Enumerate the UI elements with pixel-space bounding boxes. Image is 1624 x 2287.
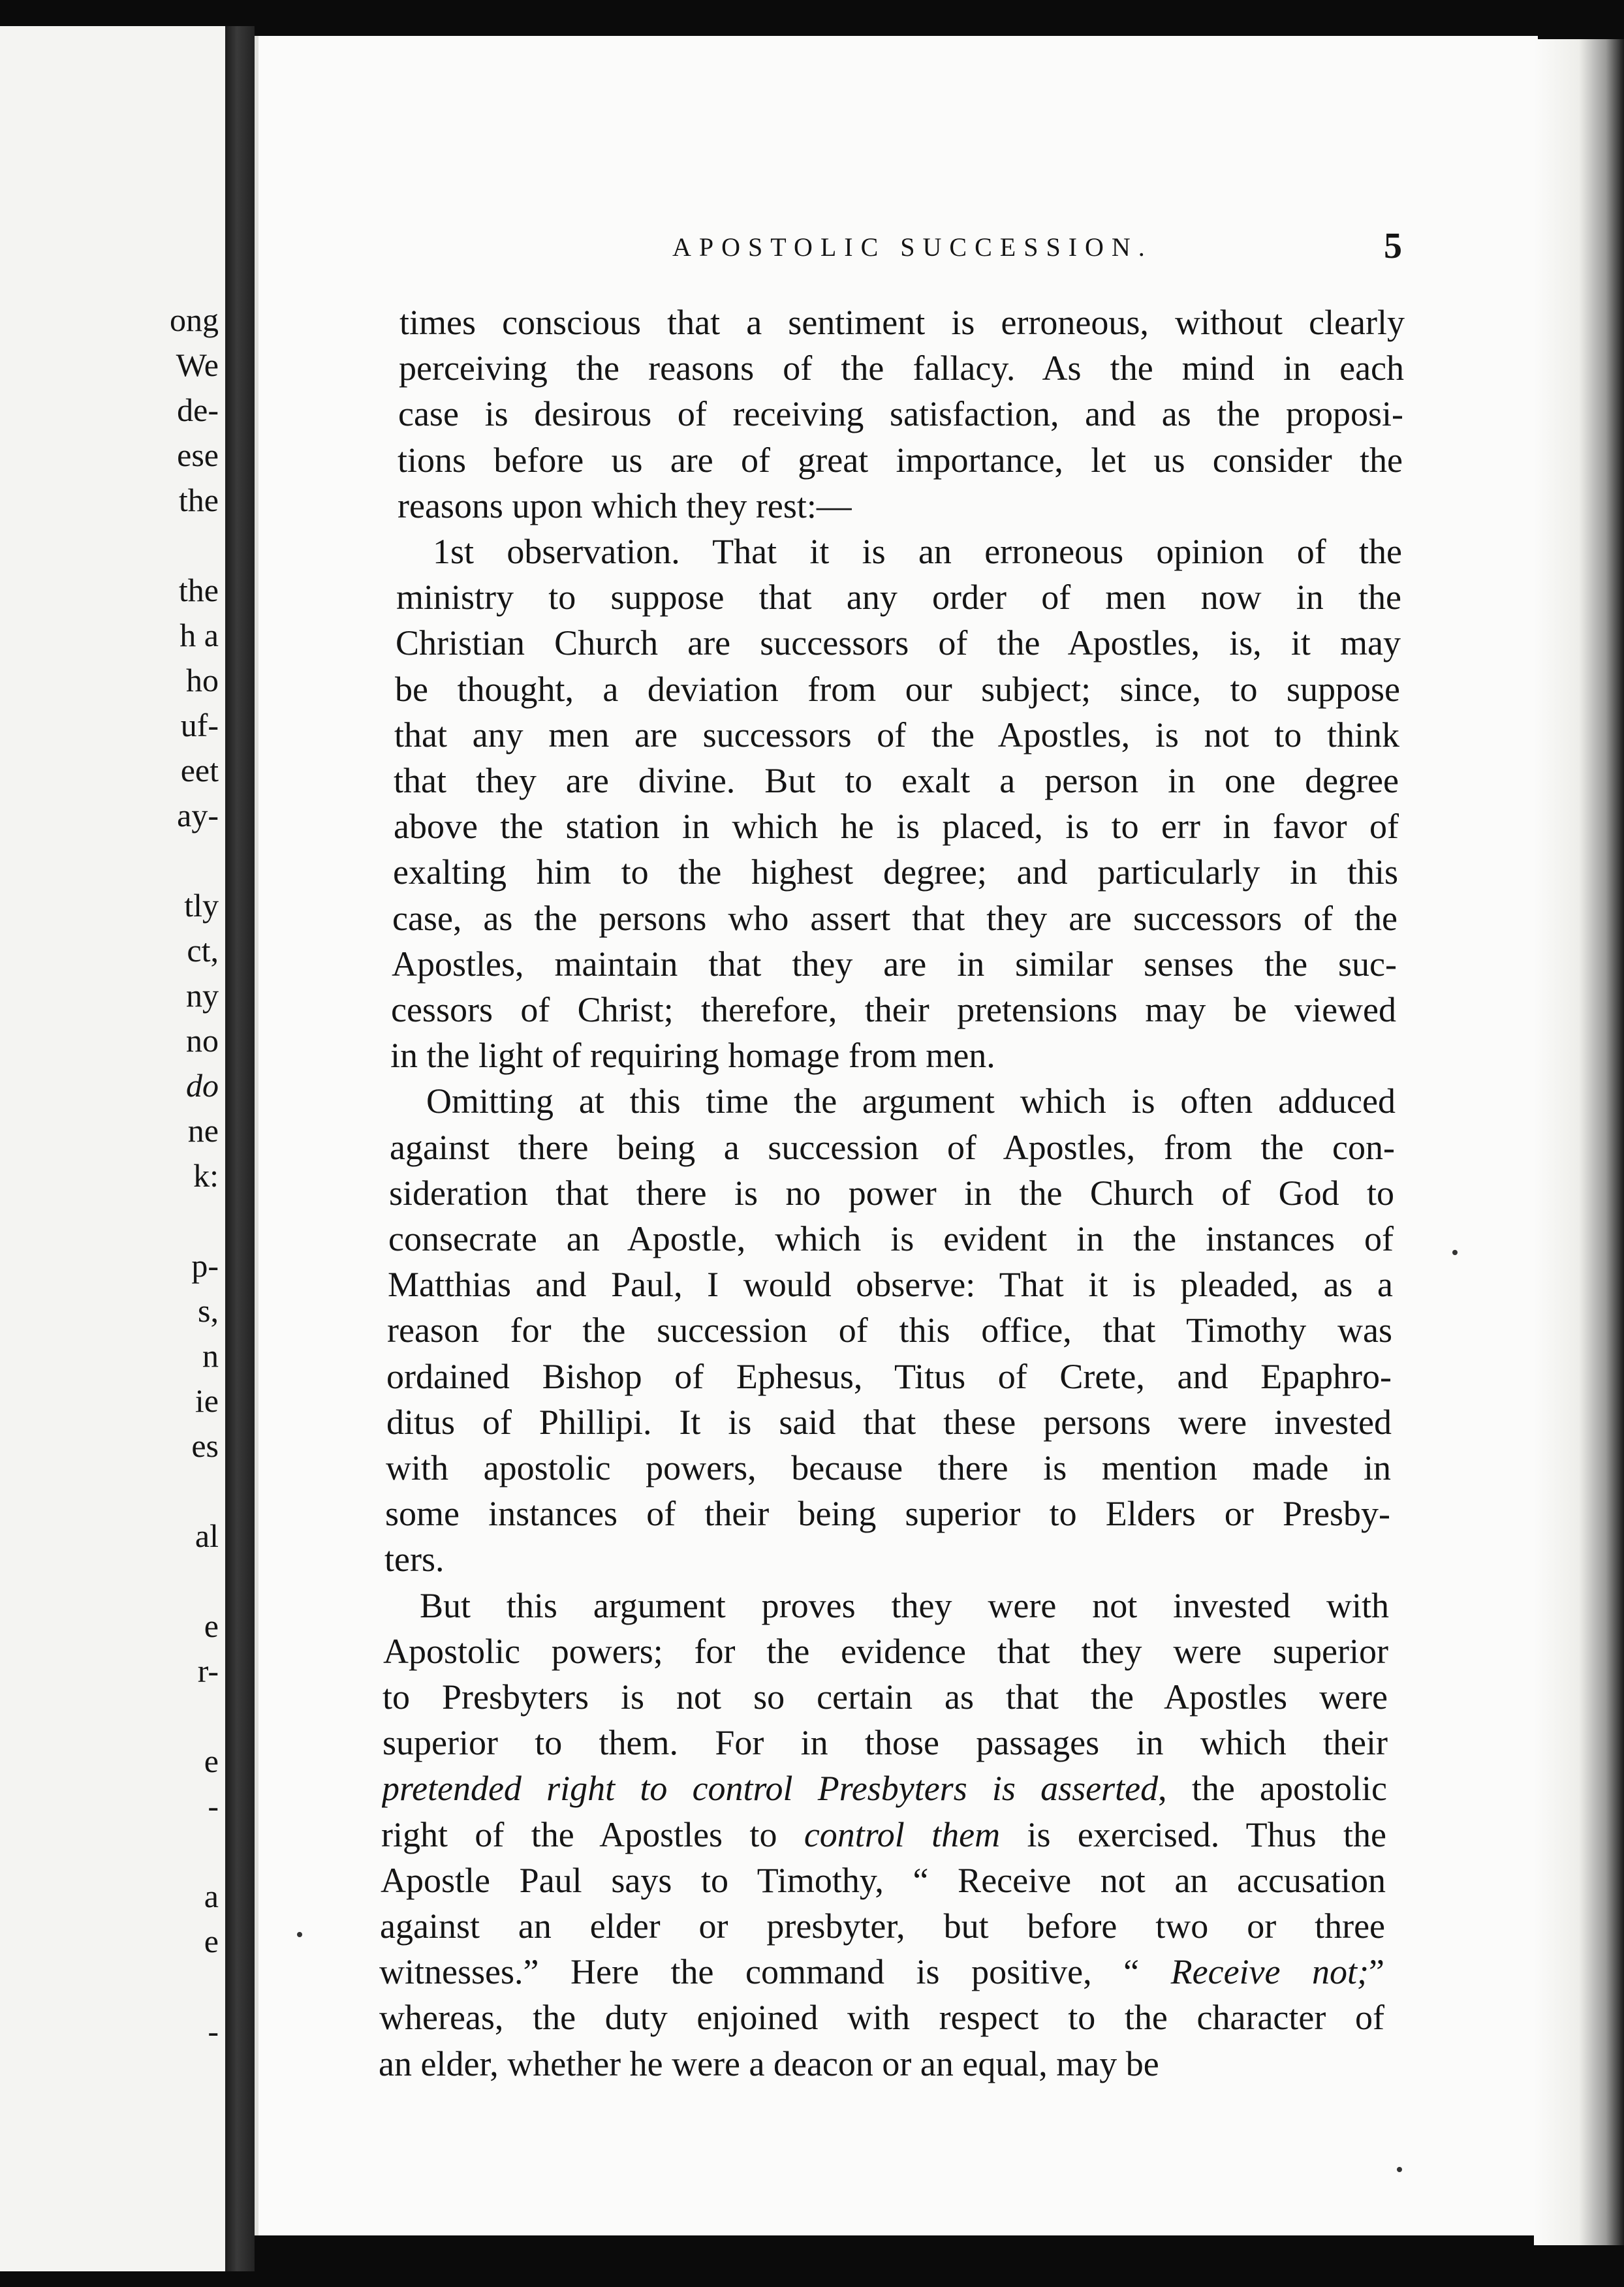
page-number: 5 — [1384, 226, 1402, 266]
facing-page-fragment: n — [202, 1337, 219, 1374]
facing-page-fragment: al — [195, 1517, 219, 1554]
running-head: APOSTOLIC SUCCESSION. — [672, 232, 1153, 262]
facing-page-fragment: es — [191, 1427, 219, 1464]
facing-page-fragment: - — [208, 2013, 219, 2049]
text-line: perceiving the reasons of the fallacy. As the mind in each — [399, 349, 1404, 388]
facing-page-fragment: the — [178, 482, 219, 518]
text-line: case is desirous of receiving satisfaction, and as the proposi- — [398, 394, 1403, 434]
text-line: in the light of requiring homage from men. — [390, 1036, 995, 1076]
text-line: pretended right to control Presbyters is asserted, the apostolic — [382, 1769, 1387, 1809]
ink-speck — [1452, 1250, 1458, 1255]
text-line: some instances of their being superior to Elders or Presby- — [385, 1494, 1390, 1534]
text-line: Christian Church are successors of the Apostles, is, it may — [396, 623, 1401, 663]
facing-page-fragment: ong — [170, 302, 219, 338]
facing-page-fragment: ie — [195, 1382, 219, 1419]
text-line: sideration that there is no power in the Church of God to — [389, 1173, 1394, 1213]
facing-page-fragment: e — [204, 1743, 219, 1779]
facing-page-fragment: de- — [177, 392, 219, 428]
text-line: times conscious that a sentiment is erroneous, without clearly — [399, 303, 1405, 342]
facing-page-fragment: We — [176, 347, 219, 383]
facing-page-fragment: a — [204, 1878, 219, 1914]
facing-page-fragment: eet — [180, 752, 219, 788]
text-line: Matthias and Paul, I would observe: That it is pleaded, as a — [388, 1265, 1393, 1305]
facing-page-fragment: ese — [177, 437, 219, 473]
text-line: with apostolic powers, because there is mention made in — [386, 1448, 1391, 1487]
facing-page-fragment: ho — [186, 662, 219, 698]
facing-page-fragment: ny — [186, 977, 219, 1014]
text-line: ordained Bishop of Ephesus, Titus of Crete, and Epaphro- — [386, 1356, 1392, 1396]
text-line: ters. — [384, 1540, 445, 1579]
facing-page-fragment: e — [204, 1608, 219, 1644]
facing-page-fragment: ct, — [187, 932, 219, 969]
facing-page — [0, 26, 225, 2271]
text-line: consecrate an Apostle, which is evident in the instances of — [388, 1219, 1394, 1258]
text-line: Apostolic powers; for the evidence that they were superior — [383, 1631, 1388, 1671]
text-line: be thought, a deviation from our subject; since, to suppose — [395, 669, 1400, 709]
facing-page-fragment: do — [186, 1067, 219, 1104]
text-line: against an elder or presbyter, but before two or three — [380, 1906, 1385, 1946]
facing-page-fragment: uf- — [180, 707, 219, 743]
text-line: superior to them. For in those passages in which their — [383, 1723, 1388, 1763]
text-line: right of the Apostles to control them is exercised. Thus the — [381, 1814, 1386, 1854]
facing-page-fragment: h a — [180, 617, 219, 653]
page-edge — [1534, 39, 1624, 2245]
facing-page-fragment: e — [204, 1923, 219, 1959]
text-line: that they are divine. But to exalt a person in one degree — [394, 761, 1399, 800]
text-line: that any men are successors of the Apostles, is not to think — [394, 715, 1399, 755]
text-line: reason for the succession of this office, that Timothy was — [387, 1311, 1392, 1350]
text-line: 1st observation. That it is an erroneous opinion of the — [433, 532, 1402, 571]
text-line: But this argument proves they were not invested with — [420, 1585, 1389, 1625]
text-line: cessors of Christ; therefore, their pretensions may be viewed — [391, 990, 1396, 1029]
facing-page-fragment: k: — [193, 1157, 219, 1194]
text-line: exalting him to the highest degree; and particularly in this — [393, 852, 1398, 892]
facing-page-fragment: ne — [187, 1112, 219, 1149]
text-line: witnesses.” Here the command is positive, “ Receive not;” — [379, 1952, 1384, 1992]
facing-page-fragment: the — [178, 572, 219, 608]
text-line: above the station in which he is placed, is to err in favor of — [394, 807, 1399, 847]
facing-page-fragment: no — [186, 1022, 219, 1059]
facing-page-fragment: ay- — [177, 797, 219, 833]
text-line: whereas, the duty enjoined with respect to the character of — [379, 1998, 1384, 2038]
text-line: Apostles, maintain that they are in similar senses the suc- — [392, 944, 1397, 984]
ink-speck — [297, 1932, 302, 1937]
text-line: Apostle Paul says to Timothy, “ Receive not an accusation — [381, 1860, 1386, 1900]
ink-speck — [1397, 2167, 1402, 2172]
book-gutter — [225, 26, 255, 2271]
text-line: against there being a succession of Apostles, from the con- — [390, 1127, 1395, 1167]
text-line: to Presbyters is not so certain as that the Apostles were — [383, 1677, 1388, 1717]
text-line: ditus of Phillipi. It is said that these persons were invested — [386, 1402, 1392, 1442]
facing-page-fragment: s, — [198, 1292, 219, 1329]
facing-page-fragment: - — [208, 1788, 219, 1824]
facing-page-fragment: tly — [184, 887, 219, 924]
facing-page-fragment: r- — [197, 1653, 219, 1689]
text-line: an elder, whether he were a deacon or an equal, may be — [379, 2044, 1159, 2083]
text-line: ministry to suppose that any order of men now in the — [396, 578, 1401, 617]
text-line: tions before us are of great importance, let us consider the — [398, 440, 1403, 480]
text-line: Omitting at this time the argument which is often adduced — [426, 1081, 1396, 1121]
facing-page-fragment: p- — [191, 1247, 219, 1284]
text-line: case, as the persons who assert that they are successors of the — [392, 898, 1398, 938]
text-line: reasons upon which they rest:— — [398, 486, 852, 525]
